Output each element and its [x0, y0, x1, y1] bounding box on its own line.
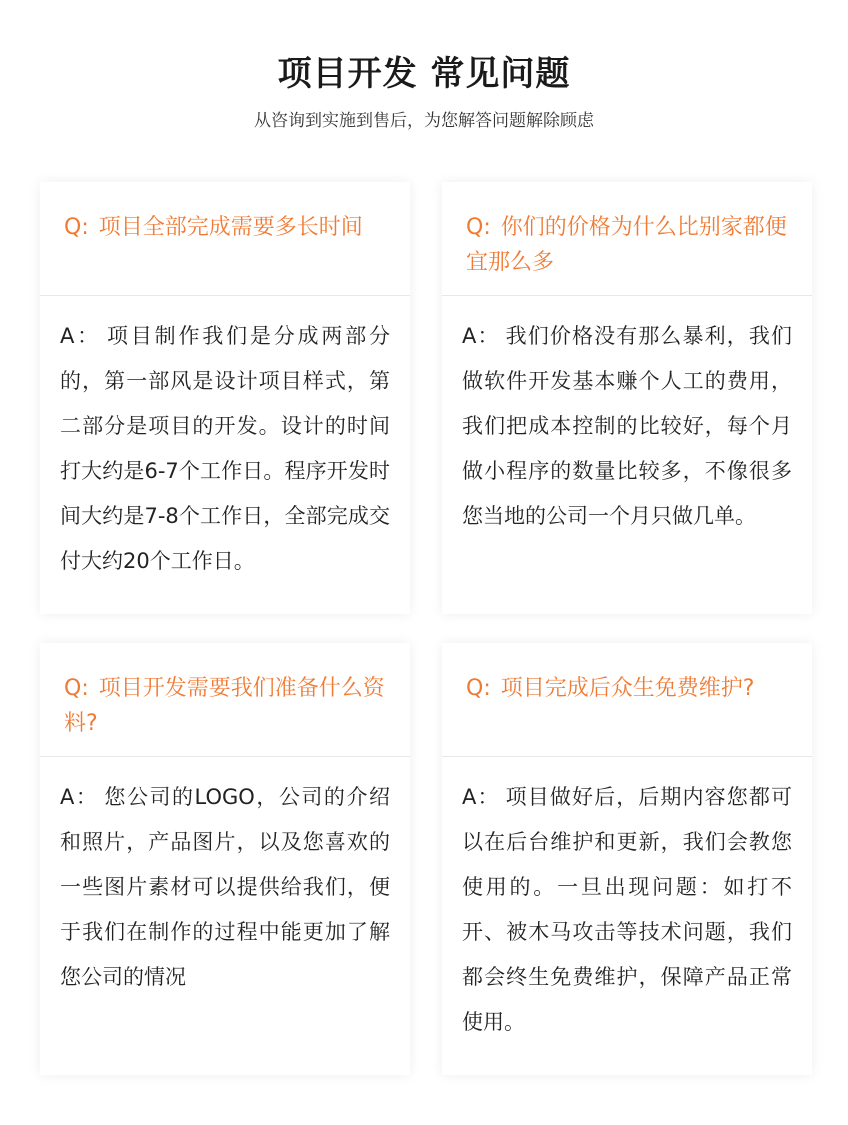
answer-text: 项目制作我们是分成两部分的，第一部风是设计项目样式，第二部分是项目的开发。设计的时间打大约是6-7个工作日。程序开发时间大约是7-8个工作日，全部完成交付大约20个工作日。 [60, 324, 391, 573]
answer-text: 我们价格没有那么暴利，我们做软件开发基本赚个人工的费用，我们把成本控制的比较好，每个月做小程序的数量比较多，不像很多您当地的公司一个月只做几单。 [462, 324, 793, 528]
question-prefix: Q: [466, 676, 491, 701]
faq-card-price [442, 182, 812, 614]
question-prefix: Q: [64, 676, 89, 701]
page-title: 项目开发 常见问题 [277, 54, 571, 94]
faq-question [442, 182, 812, 296]
faq-card-duration [40, 182, 410, 614]
answer-prefix: A： [462, 785, 500, 809]
question-prefix: Q: [64, 215, 89, 240]
faq-question [40, 182, 410, 296]
faq-answer [40, 757, 410, 1000]
faq-question [442, 643, 812, 757]
faq-question [40, 643, 410, 757]
question-text: 项目全部完成需要多长时间 [98, 215, 363, 240]
page-subtitle: 从咨询到实施到售后，为您解答问题解除顾虑 [254, 111, 594, 131]
question-text: 项目开发需要我们准备什么资料? [64, 676, 385, 736]
faq-answer [40, 296, 410, 584]
question-prefix: Q: [466, 215, 491, 240]
answer-text: 您公司的LOGO，公司的介绍和照片，产品图片，以及您喜欢的一些图片素材可以提供给我们，便于我们在制作的过程中能更加了解您公司的情况 [60, 785, 390, 989]
answer-text: 项目做好后，后期内容您都可以在后台维护和更新，我们会教您使用的。一旦出现问题：如打不开、被木马攻击等技术问题，我们都会终生免费维护，保障产品正常使用。 [462, 785, 793, 1034]
question-text: 你们的价格为什么比别家都便宜那么多 [466, 215, 787, 275]
faq-answer [442, 296, 812, 539]
question-text: 项目完成后众生免费维护? [500, 676, 755, 701]
answer-prefix: A： [462, 324, 500, 348]
faq-card-maintenance [442, 643, 812, 1075]
faq-card-materials [40, 643, 410, 1075]
faq-answer [442, 757, 812, 1045]
answer-prefix: A： [60, 324, 102, 348]
answer-prefix: A： [60, 785, 99, 809]
